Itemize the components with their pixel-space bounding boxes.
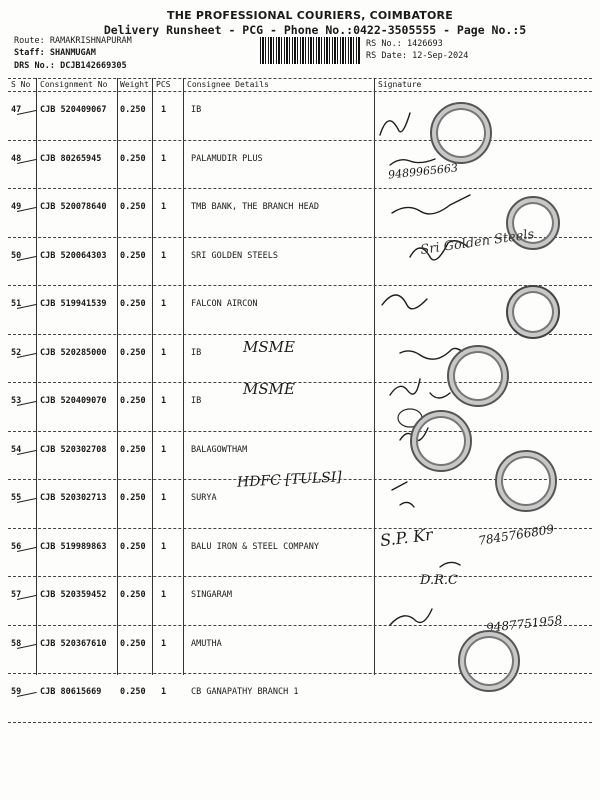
- row-weight: 0.250: [120, 153, 146, 164]
- row-consignment-no: CJB 80615669: [40, 687, 102, 697]
- bank-stamp-47: [430, 102, 492, 164]
- handwritten-signature-56: S.P. Kr: [379, 524, 434, 551]
- row-weight: 0.250: [120, 493, 146, 503]
- row-consignee: CB GANAPATHY BRANCH 1: [191, 687, 299, 697]
- column-rule: [183, 78, 184, 675]
- checkmark-icon: [15, 199, 36, 212]
- row-weight: 0.250: [120, 396, 146, 406]
- handwritten-phone-56: 7845766809: [477, 522, 555, 548]
- row-consignee: TMB BANK, THE BRANCH HEAD: [191, 202, 319, 212]
- column-header-signature: Signature: [378, 80, 422, 89]
- row-pcs: 1: [161, 493, 167, 503]
- row-weight: 0.250: [120, 638, 146, 649]
- rs-date-label: RS Date:: [366, 51, 407, 61]
- row-consignment-no: CJB 520078640: [40, 202, 107, 212]
- row-pcs: 1: [161, 541, 167, 552]
- hdfc-bank-stamp: [410, 410, 472, 472]
- rs-number-label: RS No.:: [366, 39, 402, 49]
- row-consignee: SINGARAM: [191, 590, 232, 600]
- row-pcs: 1: [161, 299, 167, 309]
- row-consignment-no: CJB 519989863: [40, 541, 107, 552]
- row-sno: 48: [11, 153, 22, 164]
- barcode: [260, 37, 360, 64]
- row-sno: 51: [11, 299, 22, 309]
- handwritten-msme-2: MSME: [243, 380, 295, 398]
- staff-line: [14, 48, 96, 58]
- row-pcs: 1: [161, 396, 167, 406]
- checkmark-icon: [15, 248, 36, 261]
- row-consignment-no: CJB 519941539: [40, 299, 107, 309]
- row-pcs: 1: [161, 347, 167, 358]
- handwritten-phone-58: 9487751958: [485, 613, 563, 635]
- row-pcs: 1: [161, 638, 167, 649]
- drs-line: [14, 61, 127, 71]
- header-rule-top: [8, 78, 592, 79]
- row-pcs: 1: [161, 590, 167, 600]
- column-header-consignee: Consignee Details: [187, 80, 269, 89]
- handwritten-phone-48: 9489965663: [387, 161, 459, 182]
- row-sno: 59: [11, 687, 22, 697]
- row-consignment-no: CJB 520064303: [40, 250, 107, 261]
- rs-number-value: 1426693: [406, 39, 443, 49]
- row-sno: 54: [11, 444, 22, 455]
- row-weight: 0.250: [120, 687, 146, 697]
- company-title: THE PROFESSIONAL COURIERS, COIMBATORE: [167, 9, 453, 22]
- row-weight: 0.250: [120, 299, 146, 309]
- row-sno: 57: [11, 590, 22, 600]
- row-consignment-no: CJB 520359452: [40, 590, 107, 600]
- checkmark-icon: [15, 490, 36, 503]
- row-consignee: BALU IRON & STEEL COMPANY: [191, 541, 319, 552]
- checkmark-icon: [15, 684, 36, 697]
- row-consignee: AMUTHA: [191, 638, 222, 649]
- route-line: [14, 36, 132, 46]
- route-label: Route:: [14, 36, 45, 46]
- row-consignment-no: CJB 520302713: [40, 493, 107, 503]
- row-pcs: 1: [161, 687, 167, 697]
- drs-value: DCJB142669305: [60, 61, 127, 71]
- checkmark-icon: [15, 151, 36, 164]
- column-rule: [36, 78, 37, 675]
- row-sno: 58: [11, 638, 22, 649]
- row-consignment-no: CJB 520285000: [40, 347, 107, 358]
- checkmark-icon: [15, 587, 36, 600]
- column-header-sno: S No: [11, 80, 31, 89]
- checkmark-icon: [15, 442, 36, 455]
- drs-label: DRS No.:: [14, 61, 55, 71]
- row-weight: 0.250: [120, 105, 146, 115]
- staff-value: SHANMUGAM: [49, 48, 96, 58]
- row-sno: 50: [11, 250, 22, 261]
- checkmark-icon: [15, 393, 36, 406]
- row-consignee: IB: [191, 396, 202, 406]
- hdfc-bank-stamp-2: [495, 450, 557, 512]
- row-consignee: PALAMUDIR PLUS: [191, 153, 263, 164]
- row-sno: 53: [11, 396, 22, 406]
- row-sno: 52: [11, 347, 22, 358]
- bank-stamp-59: [458, 630, 520, 692]
- row-pcs: 1: [161, 153, 167, 164]
- row-consignment-no: CJB 520409067: [40, 105, 107, 115]
- rs-date-line: [366, 51, 468, 61]
- checkmark-icon: [15, 345, 36, 358]
- row-consignee: IB: [191, 347, 202, 358]
- checkmark-icon: [15, 539, 36, 552]
- row-consignee: FALCON AIRCON: [191, 299, 258, 309]
- handwritten-msme-1: MSME: [243, 338, 295, 356]
- row-consignment-no: CJB 520302708: [40, 444, 107, 455]
- row-pcs: 1: [161, 202, 167, 212]
- checkmark-icon: [15, 102, 36, 115]
- staff-label: Staff:: [14, 48, 45, 58]
- checkmark-icon: [15, 296, 36, 309]
- row-sno: 55: [11, 493, 22, 503]
- row-consignment-no: CJB 520367610: [40, 638, 107, 649]
- row-sno: 49: [11, 202, 22, 212]
- handwritten-signature-57: D.R.C: [420, 573, 458, 588]
- header-rule-bottom: [8, 91, 592, 92]
- row-weight: 0.250: [120, 347, 146, 358]
- row-sno: 56: [11, 541, 22, 552]
- checkmark-icon: [15, 636, 36, 649]
- row-pcs: 1: [161, 105, 167, 115]
- column-header-consignment: Consignment No: [40, 80, 108, 89]
- row-weight: 0.250: [120, 250, 146, 261]
- row-weight: 0.250: [120, 202, 146, 212]
- row-consignee: SRI GOLDEN STEELS: [191, 250, 278, 261]
- row-weight: 0.250: [120, 590, 146, 600]
- row-consignment-no: CJB 520409070: [40, 396, 107, 406]
- column-rule: [117, 78, 118, 675]
- row-weight: 0.250: [120, 541, 146, 552]
- row-pcs: 1: [161, 250, 167, 261]
- row-separator: [8, 722, 592, 723]
- row-consignment-no: CJB 80265945: [40, 153, 102, 164]
- column-header-weight: Weight: [120, 80, 149, 89]
- row-pcs: 1: [161, 444, 167, 455]
- runsheet-subtitle: Delivery Runsheet - PCG - Phone No.:0422-3505555 - Page No.:5: [103, 23, 527, 37]
- row-consignee: IB: [191, 105, 202, 115]
- rs-number-line: [366, 39, 443, 49]
- column-rule: [152, 78, 153, 675]
- handwritten-hdfc-tulsi: HDFC [TULSI]: [236, 469, 343, 491]
- row-sno: 47: [11, 105, 22, 115]
- golden-steels-stamp: Sri Golden Steels: [419, 227, 536, 258]
- row-consignee: BALAGOWTHAM: [191, 444, 248, 455]
- row-consignee: SURYA: [191, 493, 217, 503]
- bank-stamp-52: [447, 345, 509, 407]
- column-header-pcs: PCS: [156, 80, 171, 89]
- row-weight: 0.250: [120, 444, 146, 455]
- rs-date-value: 12-Sep-2024: [412, 51, 469, 61]
- falcon-aircon-stamp: [506, 285, 560, 339]
- route-value: RAMAKRISHNAPURAM: [49, 36, 132, 46]
